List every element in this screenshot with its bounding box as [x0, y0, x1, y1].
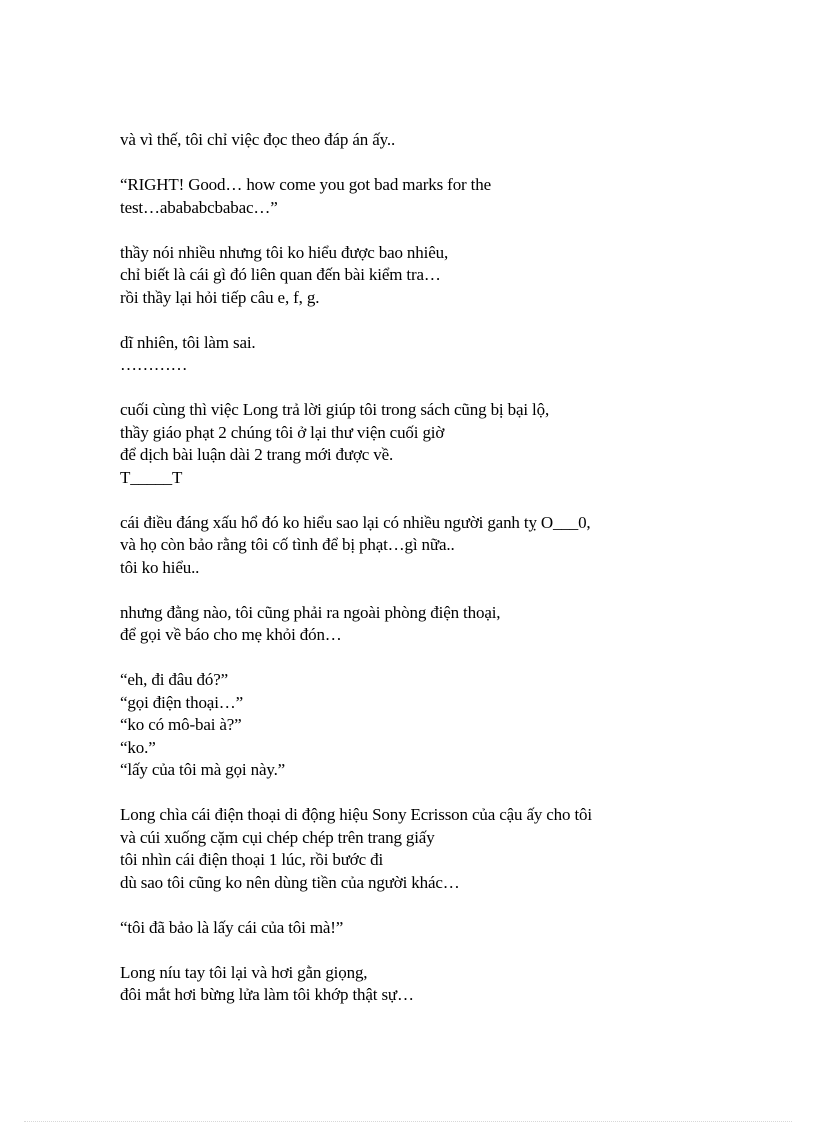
- text-line: T_____T: [120, 467, 183, 487]
- text-line: dĩ nhiên, tôi làm sai.: [120, 332, 256, 352]
- paragraph-gap: [120, 219, 780, 242]
- document-body: [120, 129, 780, 1007]
- text-line: đôi mắt hơi bừng lửa làm tôi khớp thật sự…: [120, 985, 414, 1004]
- text-line: thầy giáo phạt 2 chúng tôi ở lại thư viện cuối giờ: [120, 422, 445, 442]
- paragraph-gap: [120, 939, 780, 962]
- paragraph-gap: [120, 152, 780, 175]
- text-line: “tôi đã bảo là lấy cái của tôi mà!”: [120, 917, 344, 937]
- text-line: “ko có mô-bai à?”: [120, 715, 242, 734]
- paragraph-gap: [120, 894, 780, 917]
- text-line: Long níu tay tôi lại và hơi gằn giọng,: [120, 962, 368, 982]
- text-line: Long chìa cái điện thoại di động hiệu Sony Ecrisson của cậu ấy cho tôi: [120, 805, 592, 824]
- paragraph-gap: [120, 782, 780, 805]
- text-line: và cúi xuống cặm cụi chép chép trên trang giấy: [120, 827, 435, 847]
- paragraph-gap: [120, 579, 780, 602]
- paragraph-gap: [120, 647, 780, 670]
- text-line: và họ còn bảo rằng tôi cố tình để bị phạt…gì nữa..: [120, 535, 455, 554]
- text-line: tôi ko hiểu..: [120, 557, 200, 577]
- text-line: tôi nhìn cái điện thoại 1 lúc, rồi bước đi: [120, 850, 384, 869]
- text-line: và vì thế, tôi chỉ việc đọc theo đáp án ấy..: [120, 130, 396, 149]
- paragraph-gap: [120, 377, 780, 400]
- text-line: cuối cùng thì việc Long trả lời giúp tôi trong sách cũng bị bại lộ,: [120, 400, 550, 419]
- text-line: “eh, đi đâu đó?”: [120, 670, 229, 689]
- text-line: để dịch bài luận dài 2 trang mới được về.: [120, 445, 394, 464]
- paragraph-gap: [120, 309, 780, 332]
- text-line: để gọi về báo cho mẹ khỏi đón…: [120, 625, 342, 644]
- text-line: nhưng đằng nào, tôi cũng phải ra ngoài phòng điện thoại,: [120, 602, 501, 622]
- text-line: “gọi điện thoại…”: [120, 692, 244, 712]
- text-line: test…abababcbabac…”: [120, 197, 278, 217]
- text-line: “lấy của tôi mà gọi này.”: [120, 760, 286, 779]
- text-line: rồi thầy lại hỏi tiếp câu e, f, g.: [120, 287, 320, 307]
- text-line: dù sao tôi cũng ko nên dùng tiền của người khác…: [120, 872, 460, 892]
- text-line: “RIGHT! Good… how come you got bad marks for the: [120, 175, 491, 194]
- page-bottom-edge: [24, 1121, 792, 1122]
- text-line: …………: [120, 355, 188, 374]
- text-line: chỉ biết là cái gì đó liên quan đến bài kiểm tra…: [120, 265, 441, 284]
- paragraph-gap: [120, 489, 780, 512]
- text-line: thầy nói nhiều nhưng tôi ko hiểu được bao nhiêu,: [120, 242, 449, 262]
- text-line: cái điều đáng xấu hổ đó ko hiểu sao lại có nhiều người ganh tỵ O___0,: [120, 512, 591, 532]
- text-line: “ko.”: [120, 737, 156, 757]
